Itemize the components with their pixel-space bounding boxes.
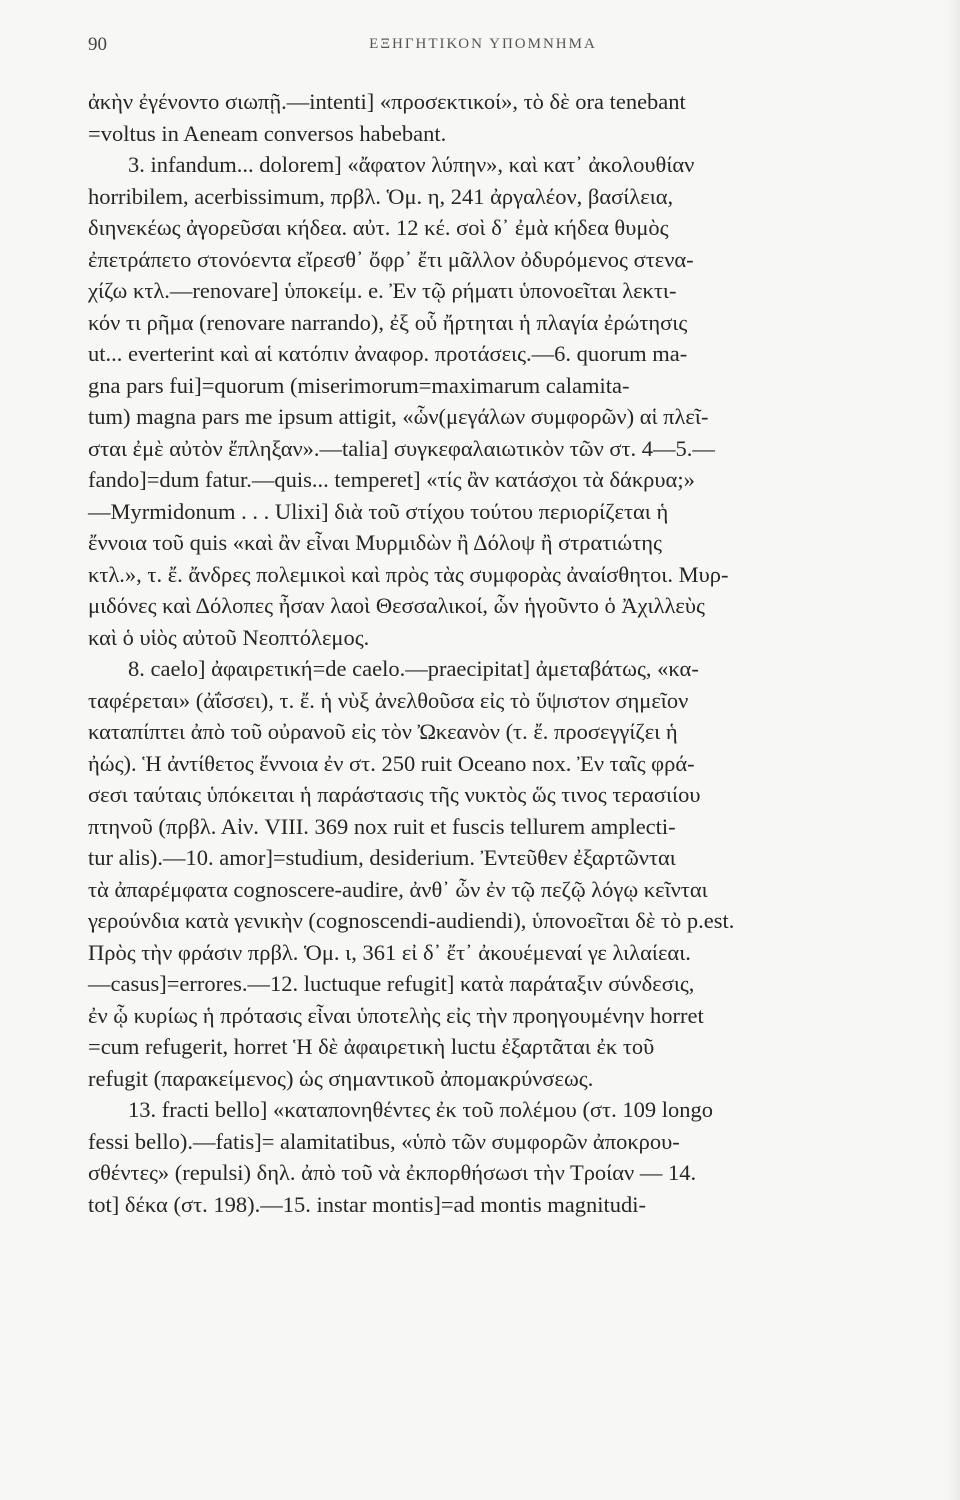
text-line: ἠώς). Ἡ ἀντίθετος ἔννοια ἐν στ. 250 ruit Oceano nox. Ἐν ταῖς φρά-: [88, 750, 695, 776]
text-line: refugit (παρακείμενος) ὡς σημαντικοῦ ἀπομακρύνσεως.: [88, 1065, 594, 1091]
running-title: ΕΞΗΓΗΤΙΚΟΝ ΥΠΟΜΝΗΜΑ: [369, 36, 597, 52]
text-line: ἀκὴν ἐγένοντο σιωπῇ.—intenti] «προσεκτικοί», τὸ δὲ ora tenebant: [88, 89, 686, 114]
text-line: 13. fracti bello] «καταπονηθέντες ἐκ τοῦ πολέμου (στ. 109 longo: [128, 1097, 713, 1122]
text-line: fessi bello).—fatis]= alamitatibus, «ὑπὸ τῶν συμφορῶν ἀποκρου-: [88, 1128, 680, 1154]
text-line: σται ἐμὲ αὐτὸν ἔπληξαν».—talia] συγκεφαλαιωτικὸν τῶν στ. 4—5.—: [88, 435, 715, 461]
text-line: μιδόνες καὶ Δόλοπες ἦσαν λαοὶ Θεσσαλικοί, ὧν ἡγοῦντο ὁ Ἀχιλλεὺς: [88, 593, 705, 618]
text-line: =cum refugerit, horret Ἡ δὲ ἀφαιρετικὴ luctu ἐξαρτᾶται ἐκ τοῦ: [88, 1034, 655, 1059]
text-line: —Myrmidonum . . . Ulixi] διὰ τοῦ στίχου τούτου περιορίζεται ἡ: [88, 498, 669, 524]
text-line: γερούνδια κατὰ γενικὴν (cognoscendi-audiendi), ὑπονοεῖται δὲ τὸ p.est.: [88, 908, 735, 933]
text-line: διηνεκέως ἀγορεῦσαι κήδεα. αὐτ. 12 κέ. σοὶ δ᾽ ἐμὰ κήδεα θυμὸς: [88, 215, 669, 240]
text-line: καταπίπτει ἀπὸ τοῦ οὐρανοῦ εἰς τὸν Ὠκεανὸν (τ. ἔ. προσεγγίζει ἡ: [88, 719, 678, 744]
text-line: σεσι ταύταις ὑπόκειται ἡ παράστασις τῆς νυκτὸς ὥς τινος τερασιίου: [88, 782, 701, 807]
text-line: =voltus in Aeneam conversos habebant.: [88, 120, 447, 146]
commentary-text: [88, 86, 933, 1220]
page-header: [88, 34, 878, 64]
text-line: gna pars fui]=quorum (miserimorum=maximarum calamita-: [88, 372, 630, 398]
text-line: horribilem, acerbissimum, πρβλ. Ὁμ. η, 241 ἀργαλέον, βασίλεια,: [88, 183, 674, 209]
text-line: tum) magna pars me ipsum attigit, «ὧν(μεγάλων συμφορῶν) αἱ πλεῖ-: [88, 404, 709, 429]
text-line: πτηνοῦ (πρβλ. Αἰν. VIII. 369 nox ruit et fuscis tellurem amplecti-: [88, 813, 676, 839]
text-line: 3. infandum... dolorem] «ἄφατον λύπην», καὶ κατ᾽ ἀκολουθίαν: [128, 152, 695, 177]
text-line: Πρὸς τὴν φράσιν πρβλ. Ὁμ. ι, 361 εἰ δ᾽ ἔτ᾽ ἀκουέμεναί γε λιλαίεαι.: [88, 939, 691, 965]
text-line: tur alis).—10. amor]=studium, desiderium. Ἐντεῦθεν ἐξαρτῶνται: [88, 845, 676, 870]
text-line: κόν τι ρῆμα (renovare narrando), ἐξ οὗ ἤρτηται ἡ πλαγία ἐρώτησις: [88, 309, 688, 335]
text-line: τὰ ἀπαρέμφατα cognoscere-audire, ἀνθ᾽ ὧν ἐν τῷ πεζῷ λόγῳ κεῖνται: [88, 876, 708, 902]
page-number: 90: [88, 34, 107, 55]
text-line: ἔννοια τοῦ quis «καὶ ἂν εἶναι Μυρμιδὼν ἢ Δόλοψ ἢ στρατιώτης: [88, 530, 662, 555]
text-line: χίζω κτλ.—renovare] ὑποκείμ. e. Ἐν τῷ ρήματι ὑπονοεῖται λεκτι-: [88, 278, 677, 303]
text-line: ut... everterint καὶ αἱ κατόπιν ἀναφορ. προτάσεις.—6. quorum ma-: [88, 341, 688, 366]
text-line: καὶ ὁ υἱὸς αὐτοῦ Νεοπτόλεμος.: [88, 624, 370, 650]
text-line: 8. caelo] ἀφαιρετική=de caelo.—praecipitat] ἀμεταβάτως, «κα-: [128, 656, 699, 681]
text-line: tot] δέκα (στ. 198).—15. instar montis]=ad montis magnitudi-: [88, 1191, 647, 1217]
text-line: ἐν ᾧ κυρίως ἡ πρότασις εἶναι ὑποτελὴς εἰς τὴν προηγουμένην horret: [88, 1002, 704, 1028]
text-line: ἐπετράπετο στονόεντα εἴρεσθ᾽ ὄφρ᾽ ἔτι μᾶλλον ὀδυρόμενος στενα-: [88, 246, 694, 272]
page-edge-shadow: [946, 0, 960, 1500]
text-line: —casus]=errores.—12. luctuque refugit] κατὰ παράταξιν σύνδεσις,: [88, 971, 695, 996]
text-line: σθέντες» (repulsi) δηλ. ἀπὸ τοῦ νὰ ἐκπορθήσωσι τὴν Τροίαν — 14.: [88, 1160, 697, 1185]
text-line: κτλ.», τ. ἔ. ἄνδρες πολεμικοὶ καὶ πρὸς τὰς συμφορὰς ἀναίσθητοι. Μυρ-: [88, 561, 729, 587]
text-line: ταφέρεται» (ἀΐσσει), τ. ἔ. ἡ νὺξ ἀνελθοῦσα εἰς τὸ ὕψιστον σημεῖον: [88, 687, 689, 713]
text-line: fando]=dum fatur.—quis... temperet] «τίς ἂν κατάσχοι τὰ δάκρυα;»: [88, 467, 695, 492]
